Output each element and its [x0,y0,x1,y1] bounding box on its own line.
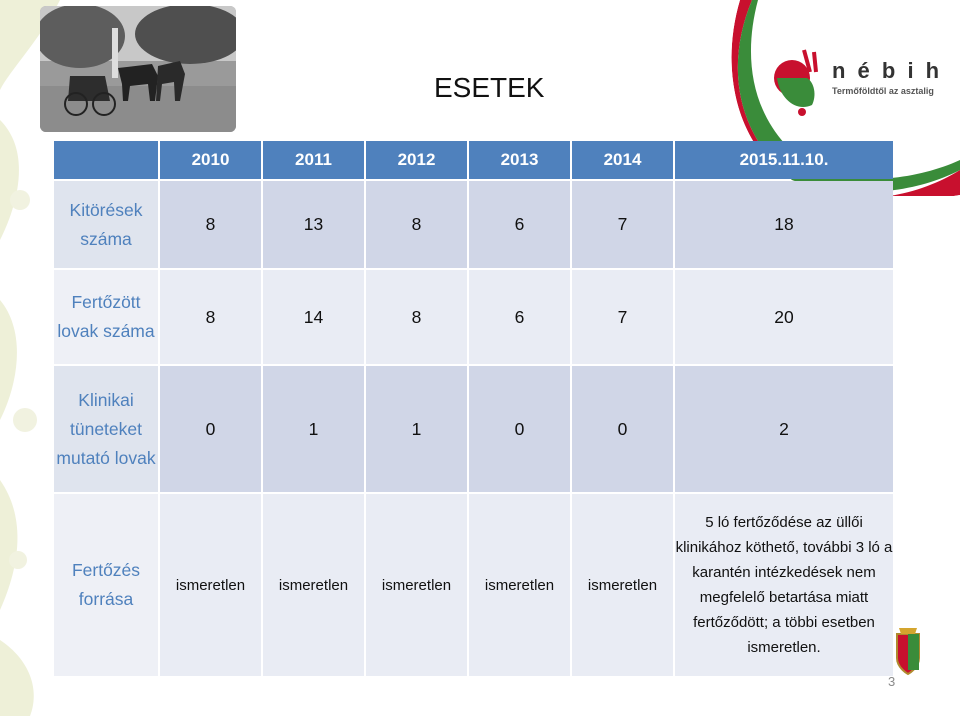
table-cell: 6 [469,181,570,268]
coat-of-arms-icon [893,624,923,680]
cases-table [52,139,895,678]
table-cell: 0 [160,366,261,492]
table-cell: 0 [469,366,570,492]
row-header: Fertőzött lovak száma [54,270,158,364]
column-header: 2013 [469,141,570,179]
column-header: 2010 [160,141,261,179]
table-cell: 8 [366,181,467,268]
table-cell: 8 [160,181,261,268]
column-header: 2012 [366,141,467,179]
table-cell: ismeretlen [572,494,673,676]
table-row [54,181,893,268]
column-header: 2014 [572,141,673,179]
logo-name: n é b i h [832,58,943,83]
table-cell: 8 [160,270,261,364]
table-cell: 8 [366,270,467,364]
historic-carriage-photo [40,6,236,132]
row-header: Klinikai tüneteket mutató lovak [54,366,158,492]
table-cell: ismeretlen [469,494,570,676]
table-cell: ismeretlen [160,494,261,676]
table-cell: 20 [675,270,893,364]
table-cell: ismeretlen [366,494,467,676]
table-cell: 1 [366,366,467,492]
table-cell: 13 [263,181,364,268]
logo-tagline: Termőföldtől az asztalig [832,86,934,96]
table-cell: 2 [675,366,893,492]
table-cell: 7 [572,181,673,268]
table-cell: 1 [263,366,364,492]
table-row [54,270,893,364]
table-row [54,366,893,492]
table-cell: 6 [469,270,570,364]
table-corner-cell [54,141,158,179]
table-cell: 0 [572,366,673,492]
slide-number: 3 [888,674,896,689]
column-header: 2011 [263,141,364,179]
table-row [54,494,893,676]
row-header: Fertőzés forrása [54,494,158,676]
row-header: Kitörések száma [54,181,158,268]
slide-title: ESETEK [434,72,545,103]
table-cell: 7 [572,270,673,364]
column-header: 2015.11.10. [675,141,893,179]
table-cell: 14 [263,270,364,364]
table-cell: ismeretlen [263,494,364,676]
table-cell: 18 [675,181,893,268]
table-header-row [54,141,893,179]
table-cell: 5 ló fertőződése az üllői klinikához köthető, további 3 ló a karantén intézkedések nem megfelelő betartása miatt fertőződött; a többi esetben ismeretlen. [675,494,893,676]
